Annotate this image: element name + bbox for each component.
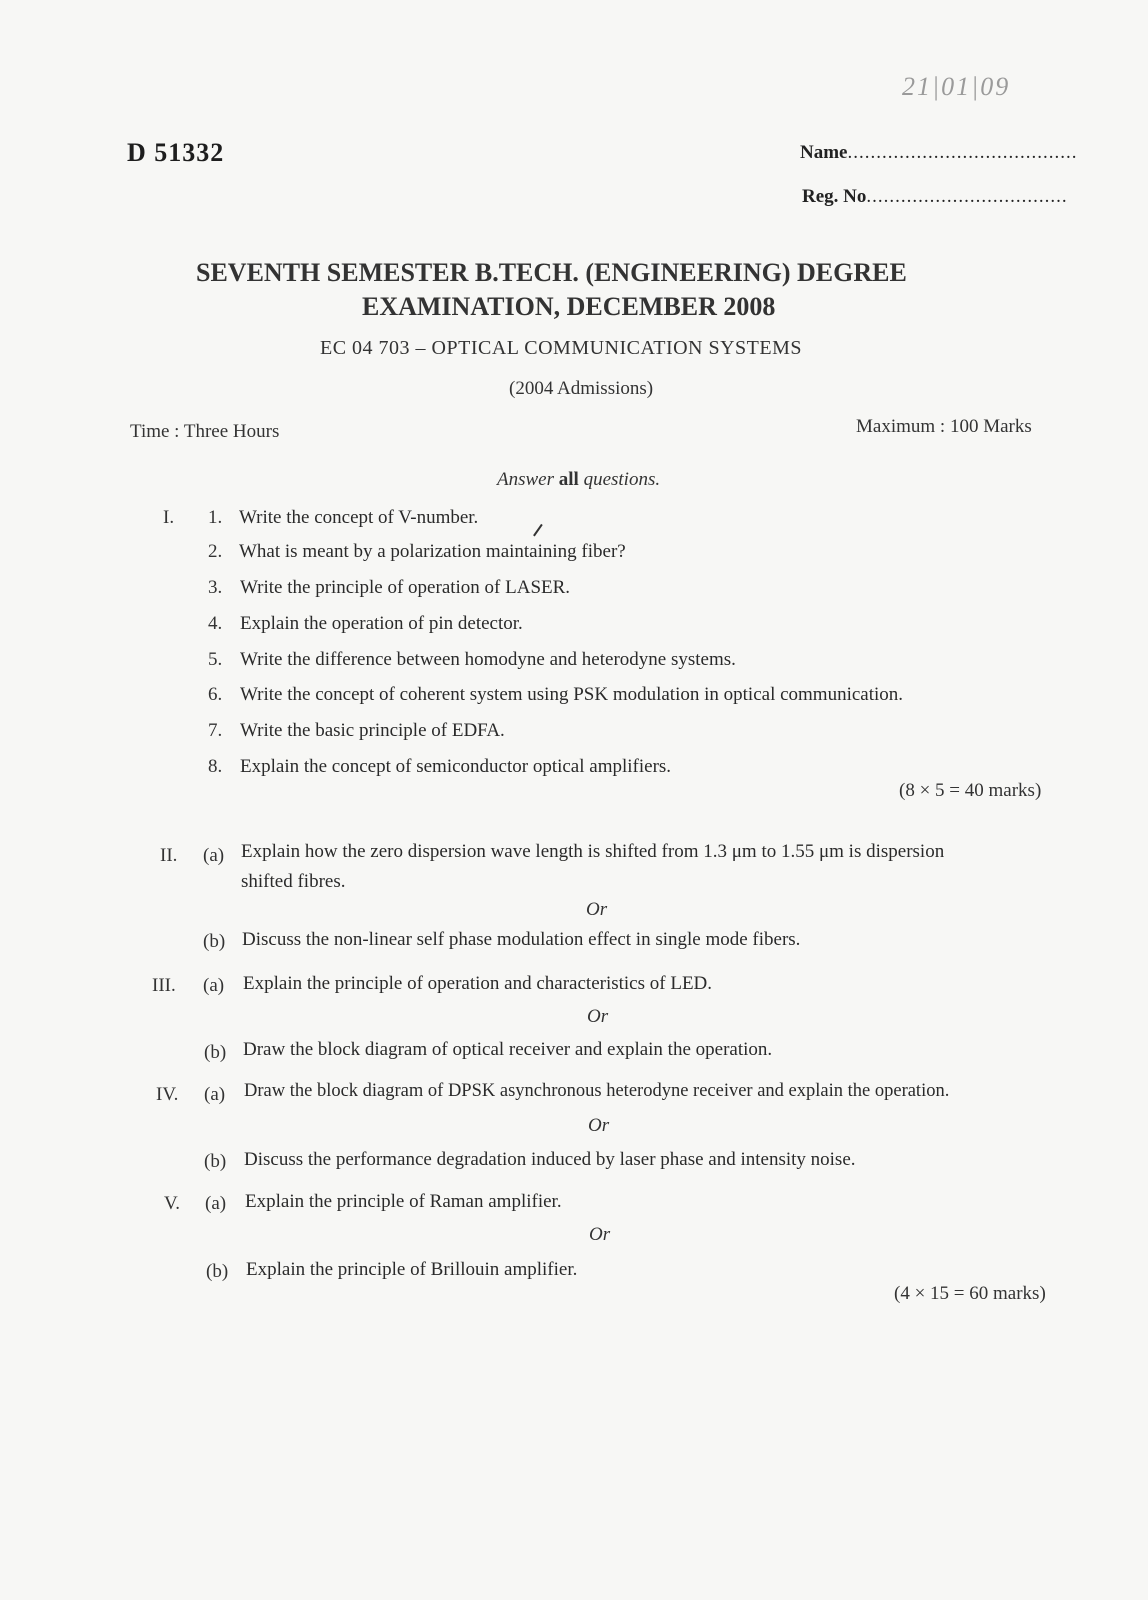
option-text: Explain the principle of Brillouin amplifier. (246, 1259, 578, 1280)
question-number: 4. (208, 613, 223, 634)
question-text: Write the difference between homodyne and heterodyne systems. (240, 649, 736, 670)
or-separator: Or (586, 899, 608, 920)
maximum-marks: Maximum : 100 Marks (856, 416, 1032, 437)
option-text: Draw the block diagram of optical receiver and explain the operation. (243, 1039, 773, 1060)
tick-mark (533, 524, 551, 542)
question-number: 7. (208, 720, 223, 741)
instruction-pre: Answer (497, 469, 554, 490)
option-text-continued: shifted fibres. (241, 871, 346, 892)
name-dots: ........................................ (847, 142, 1078, 163)
question-text: What is meant by a polarization maintaining fiber? (239, 541, 626, 562)
exam-title-line1: SEVENTH SEMESTER B.TECH. (ENGINEERING) DEGREE (196, 258, 907, 287)
option-label: (b) (203, 931, 226, 952)
option-text: Discuss the non-linear self phase modulation effect in single mode fibers. (242, 929, 801, 950)
instruction-bold: all (558, 469, 579, 490)
or-separator: Or (589, 1224, 611, 1245)
instruction (497, 469, 660, 491)
question-roman: IV. (156, 1084, 179, 1105)
name-field (800, 142, 1077, 164)
option-text: Draw the block diagram of DPSK asynchronous heterodyne receiver and explain the operation. (244, 1081, 950, 1101)
option-label: (a) (204, 1084, 226, 1105)
question-text: Write the concept of coherent system using PSK modulation in optical communication. (240, 684, 904, 705)
reg-no-field (802, 186, 1068, 208)
question-text: Write the basic principle of EDFA. (240, 720, 505, 741)
or-separator: Or (588, 1115, 610, 1136)
handwritten-date: 21|01|09 (902, 72, 1011, 101)
question-number: 3. (208, 577, 223, 598)
question-text: Explain the operation of pin detector. (240, 613, 523, 634)
paper-code: D 51332 (127, 138, 225, 167)
part-roman: I. (163, 507, 175, 528)
option-label: (b) (204, 1042, 227, 1063)
option-text: Discuss the performance degradation induced by laser phase and intensity noise. (244, 1149, 856, 1170)
question-number: 5. (208, 649, 223, 670)
option-label: (a) (203, 845, 225, 866)
option-label: (a) (205, 1193, 227, 1214)
option-label: (a) (203, 975, 225, 996)
time-allowed: Time : Three Hours (130, 421, 280, 442)
subject-title: EC 04 703 – OPTICAL COMMUNICATION SYSTEMS (320, 337, 803, 359)
reg-no-label: Reg. No (802, 186, 867, 207)
reg-no-dots: ................................... (866, 186, 1068, 207)
question-text: Write the principle of operation of LASER. (240, 577, 571, 598)
exam-title-line2: EXAMINATION, DECEMBER 2008 (362, 292, 776, 321)
question-text: Write the concept of V-number. (239, 507, 479, 528)
option-text: Explain the principle of operation and characteristics of LED. (243, 973, 713, 994)
question-roman: V. (164, 1193, 181, 1214)
or-separator: Or (587, 1006, 609, 1027)
admissions-note: (2004 Admissions) (509, 378, 654, 399)
option-text: Explain how the zero dispersion wave length is shifted from 1.3 μm to 1.55 μm is dispersion (241, 841, 945, 862)
option-label: (b) (204, 1151, 227, 1172)
question-text: Explain the concept of semiconductor optical amplifiers. (240, 756, 672, 777)
question-roman: II. (160, 845, 178, 866)
instruction-post: questions. (583, 469, 661, 490)
question-number: 6. (208, 684, 223, 705)
question-number: 2. (208, 541, 223, 562)
option-text: Explain the principle of Raman amplifier. (245, 1191, 562, 1212)
part2-marks: (4 × 15 = 60 marks) (894, 1283, 1046, 1304)
name-label: Name (800, 142, 848, 163)
question-roman: III. (152, 975, 176, 996)
part1-marks: (8 × 5 = 40 marks) (899, 780, 1042, 801)
question-number: 1. (208, 507, 223, 528)
option-label: (b) (206, 1261, 229, 1282)
question-number: 8. (208, 756, 223, 777)
